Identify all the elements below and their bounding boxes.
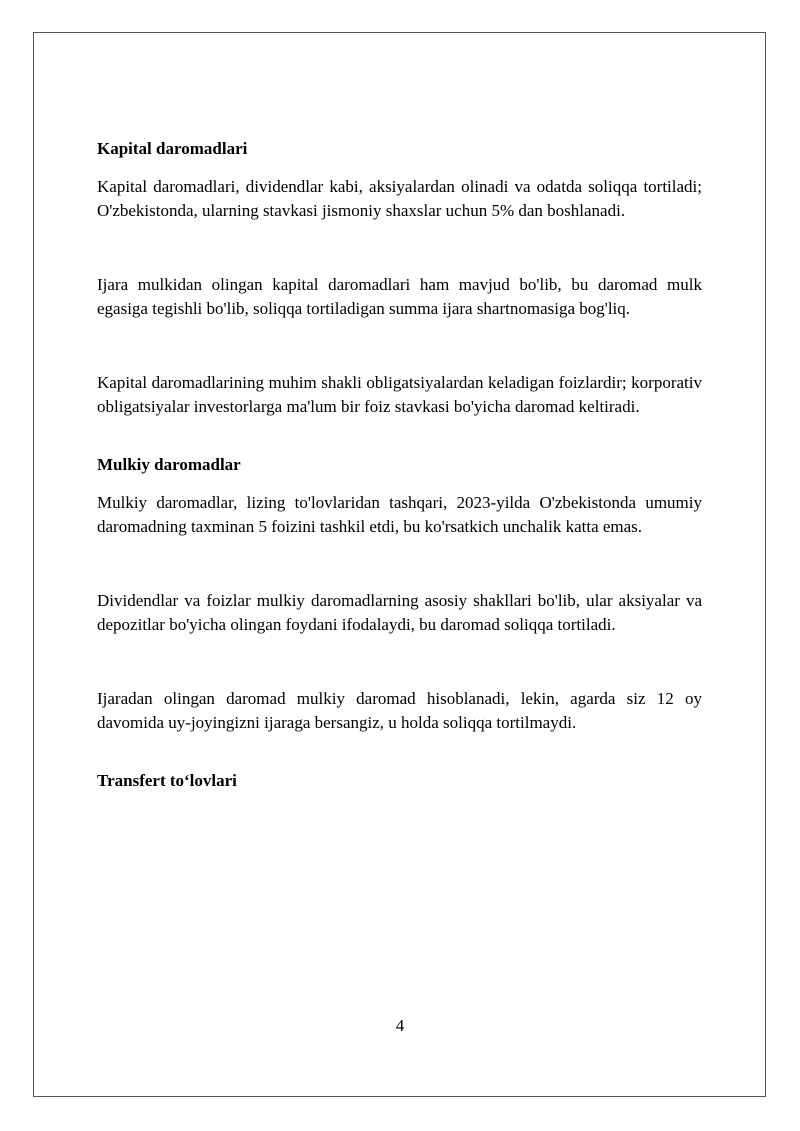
paragraph: Ijaradan olingan daromad mulkiy daromad hisoblanadi, lekin, agarda siz 12 oy davomida uy-joyingizni ijaraga bersangiz, u holda soliqqa tortilmaydi. [97, 689, 702, 732]
section-heading-kapital-daromadlari: Kapital daromadlari [97, 139, 248, 158]
paragraph: Kapital daromadlarining muhim shakli obligatsiyalardan keladigan foizlardir; korporativ obligatsiyalar investorlarga ma'lum bir foiz stavkasi bo'yicha daromad keltiradi. [97, 373, 702, 416]
document-body [97, 137, 702, 807]
section-heading-transfert-tolovlari: Transfert to‘lovlari [97, 771, 237, 790]
section-heading-mulkiy-daromadlar: Mulkiy daromadlar [97, 455, 241, 474]
paragraph: Kapital daromadlari, dividendlar kabi, aksiyalardan olinadi va odatda soliqqa tortiladi; O'zbekistonda, ularning stavkasi jismoniy shaxslar uchun 5% dan boshlanadi. [97, 177, 702, 220]
page-number: 4 [395, 1016, 405, 1035]
paragraph: Ijara mulkidan olingan kapital daromadlari ham mavjud bo'lib, bu daromad mulk egasiga tegishli bo'lib, soliqqa tortiladigan summa ijara shartnomasiga bog'liq. [97, 275, 702, 318]
paragraph: Mulkiy daromadlar, lizing to'lovlaridan tashqari, 2023-yilda O'zbekistonda umumiy daromadning taxminan 5 foizini tashkil etdi, bu ko'rsatkich unchalik katta emas. [97, 493, 702, 536]
paragraph: Dividendlar va foizlar mulkiy daromadlarning asosiy shakllari bo'lib, ular aksiyalar va depozitlar bo'yicha olingan foydani ifodalaydi, bu daromad soliqqa tortiladi. [97, 591, 702, 634]
